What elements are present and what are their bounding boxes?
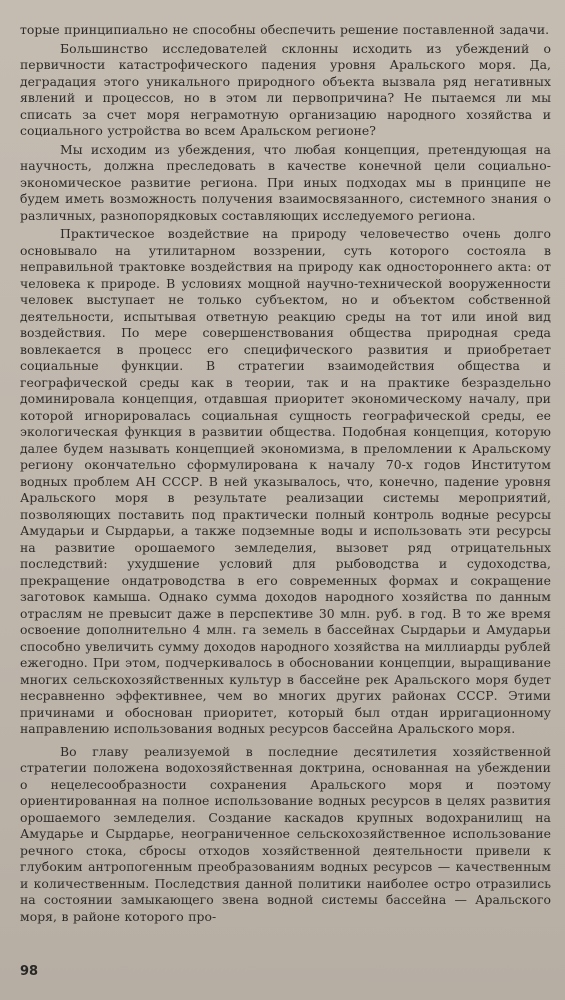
paragraph-concept-goal: Мы исходим из убеждения, что любая концепция, претендующая на научность, должна преследовать в качестве конечной цели социально-экономическое развитие региона. При иных подходах мы в принципе не будем иметь возможность получения взаимосвязанного, системного знания о различных, разнопорядковых составляющих исследуемого региона. — [20, 141, 551, 223]
paragraph-primacy-question: Большинство исследователей склонны исходить из убеждений о первичности катастрофического падения уровня Аральского моря. Да, деградация этого уникального природного объекта вызвала ряд негативных явлений и процессов, но в этом ли первопричина? Не пытаемся ли мы списать за счет моря неграмотную организацию народного хозяйства и социального устройства во всем Аральском регионе? — [20, 40, 551, 138]
page-number: 98 — [20, 964, 39, 979]
paragraph-economism-concept: Практическое воздействие на природу человечество очень долго основывало на утилитарном воззрении, суть которого состояла в неправильной трактовке воздействия на природу как одностороннего акта: от человека к природе. В условиях мощной научно-технической вооруженности человек выступает не только субъектом, но и объектом собственной деятельности, испытывая ответную реакцию среды на тот или иной вид воздействия. По мере совершенствования общества природная среда вовлекается в процесс его специфического развития и приобретает социальные функции. В стратегии взаимодействия общества и географической среды как в теории, так и на практике безраздельно доминировала концепция, отдавшая приоритет экономическому началу, при которой игнорировалась социальная сущность географической среды, ее экологическая функция в развитии общества. Подобная концепция, которую далее будем называть концепцией экономизма, в преломлении к Аральскому региону окончательно сформулирована к началу 70-х годов Институтом водных проблем АН СССР. В ней указывалось, что, конечно, падение уровня Аральского моря в результате реализации системы мероприятий, позволяющих поставить под практически полный контроль водные ресурсы Амударьи и Сырдарьи, а также подземные воды и использовать эти ресурсы на развитие орошаемого земледелия, вызовет ряд отрицательных последствий: ухудшение условий для рыбоводства и судоходства, прекращение ондатроводства в его современных формах и сокращение заготовок камыша. Однако сумма доходов народного хозяйства по данным отраслям не превысит даже в перспективе 30 млн. руб. в год. В то же время освоение дополнительно 4 млн. га земель в бассейнах Сырдарьи и Амударьи способно увеличить сумму доходов народного хозяйства на миллиарды рублей ежегодно. При этом, подчеркивалось в обосновании концепции, выращивание многих сельскохозяйственных культур в бассейне рек Аральского моря будет несравненно эффективнее, чем во многих других районах СССР. Этими причинами и обоснован приоритет, который был отдан ирригационному направлению использования водных ресурсов бассейна Аральского моря. — [20, 226, 551, 736]
paragraph-water-doctrine: Во главу реализуемой в последние десятилетия хозяйственной стратегии положена водохозяйственная доктрина, основанная на убеждении о нецелесообразности сохранения Аральского моря и поэтому ориентированная на полное использование водных ресурсов в целях развития орошаемого земледелия. Создание каскадов крупных водохранилищ на Амударье и Сырдарье, неограниченное сельскохозяйственное использование речного стока, сбросы отходов хозяйственной деятельности привели к глубоким антропогенным преобразованиям водных ресурсов — качественным и количественным. Последствия данной политики наиболее остро отразились на состоянии замыкающего звена водной системы бассейна — Аральского моря, в районе которого про- — [20, 743, 551, 924]
paragraph-continuation: торые принципиально не способны обеспечить решение поставленной задачи. — [20, 22, 550, 37]
